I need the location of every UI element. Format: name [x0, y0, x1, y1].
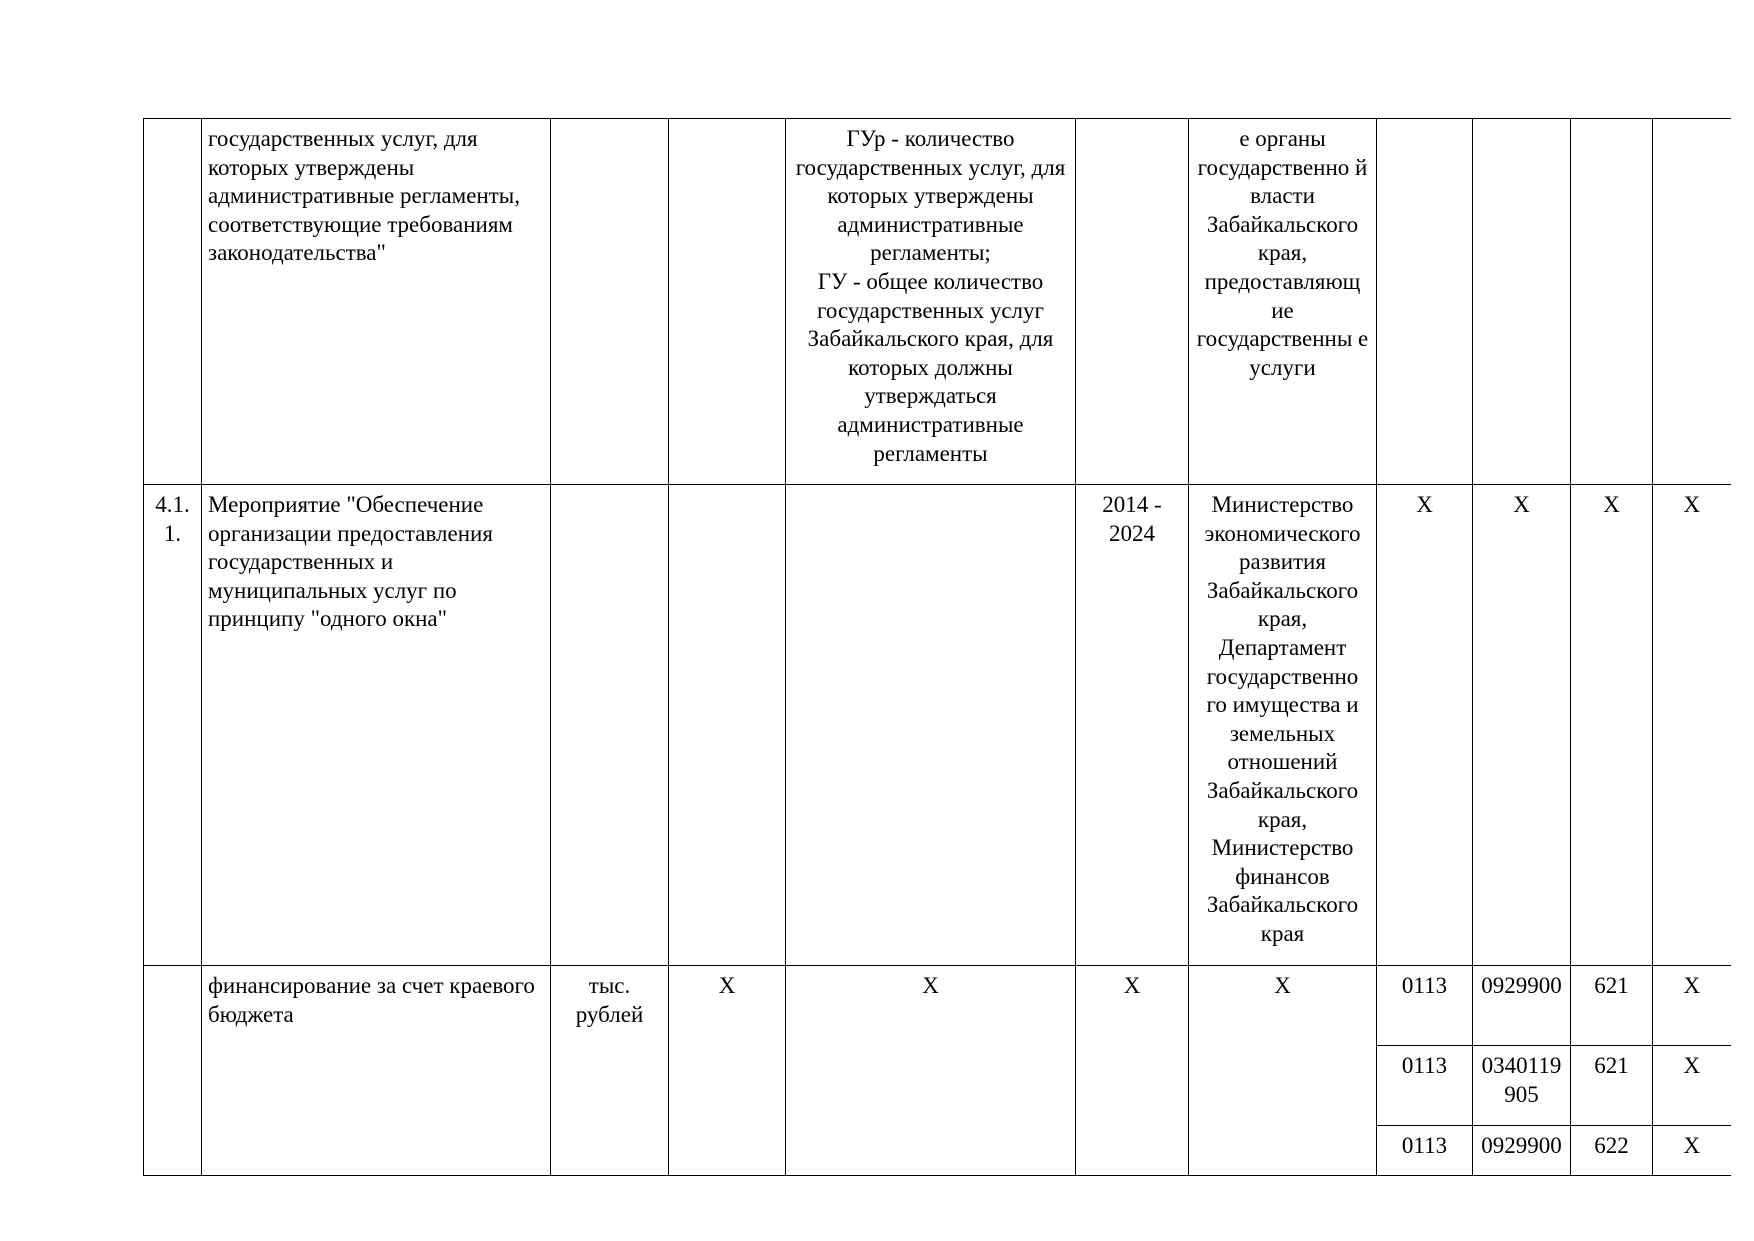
- cell-type-empty: [1571, 119, 1653, 485]
- cell-period: X: [1076, 966, 1189, 1176]
- cell-c3: X: [669, 966, 786, 1176]
- cell-section: 0113: [1377, 966, 1473, 1046]
- cell-extra: X: [1653, 1046, 1731, 1126]
- cell-number-empty: [144, 119, 202, 485]
- table-row-continuation: [144, 119, 1731, 485]
- cell-formula: ГУр - количество государственных услуг, для которых утверждены административные регламенты; ГУ - общее количество государственных услуг Забайкальского края, для которых должны утверждаться административные регламенты: [786, 119, 1076, 485]
- cell-type: 621: [1571, 1046, 1653, 1126]
- cell-unit: тыс. рублей: [551, 966, 669, 1176]
- cell-extra: X: [1653, 485, 1731, 966]
- cell-extra-empty: [1653, 119, 1731, 485]
- cell-article-empty: [1473, 119, 1571, 485]
- cell-period: 2014 - 2024: [1076, 485, 1189, 966]
- cell-formula: X: [786, 966, 1076, 1176]
- cell-type: 621: [1571, 966, 1653, 1046]
- cell-c3-empty: [669, 119, 786, 485]
- program-table: [143, 118, 1731, 1176]
- cell-executor: е органы государственно й власти Забайкальского края, предоставляющ ие государственны е услуги: [1189, 119, 1377, 485]
- table-row-financing: [144, 966, 1731, 1046]
- cell-c3-empty: [669, 485, 786, 966]
- cell-unit-empty: [551, 485, 669, 966]
- cell-article: 0929900: [1473, 1126, 1571, 1176]
- cell-article: X: [1473, 485, 1571, 966]
- cell-period-empty: [1076, 119, 1189, 485]
- cell-article: 0929900: [1473, 966, 1571, 1046]
- cell-type: 622: [1571, 1126, 1653, 1176]
- cell-type: X: [1571, 485, 1653, 966]
- cell-executor: Министерство экономического развития Забайкальского края, Департамент государственно го имущества и земельных отношений Забайкальского края, Министерство финансов Забайкальского края: [1189, 485, 1377, 966]
- table-row-activity: [144, 485, 1731, 966]
- cell-unit-empty: [551, 119, 669, 485]
- cell-executor: X: [1189, 966, 1377, 1176]
- cell-section-empty: [1377, 119, 1473, 485]
- cell-section: 0113: [1377, 1126, 1473, 1176]
- cell-name: Мероприятие "Обеспечение организации предоставления государственных и муниципальных услуг по принципу "одного окна": [202, 485, 551, 966]
- cell-extra: X: [1653, 966, 1731, 1046]
- cell-article: 0340119 905: [1473, 1046, 1571, 1126]
- cell-extra: X: [1653, 1126, 1731, 1176]
- cell-number: 4.1. 1.: [144, 485, 202, 966]
- cell-section: 0113: [1377, 1046, 1473, 1126]
- cell-formula-empty: [786, 485, 1076, 966]
- cell-name: финансирование за счет краевого бюджета: [202, 966, 551, 1176]
- cell-number-empty: [144, 966, 202, 1176]
- cell-name: государственных услуг, для которых утверждены административные регламенты, соответствующие требованиям законодательства": [202, 119, 551, 485]
- cell-section: X: [1377, 485, 1473, 966]
